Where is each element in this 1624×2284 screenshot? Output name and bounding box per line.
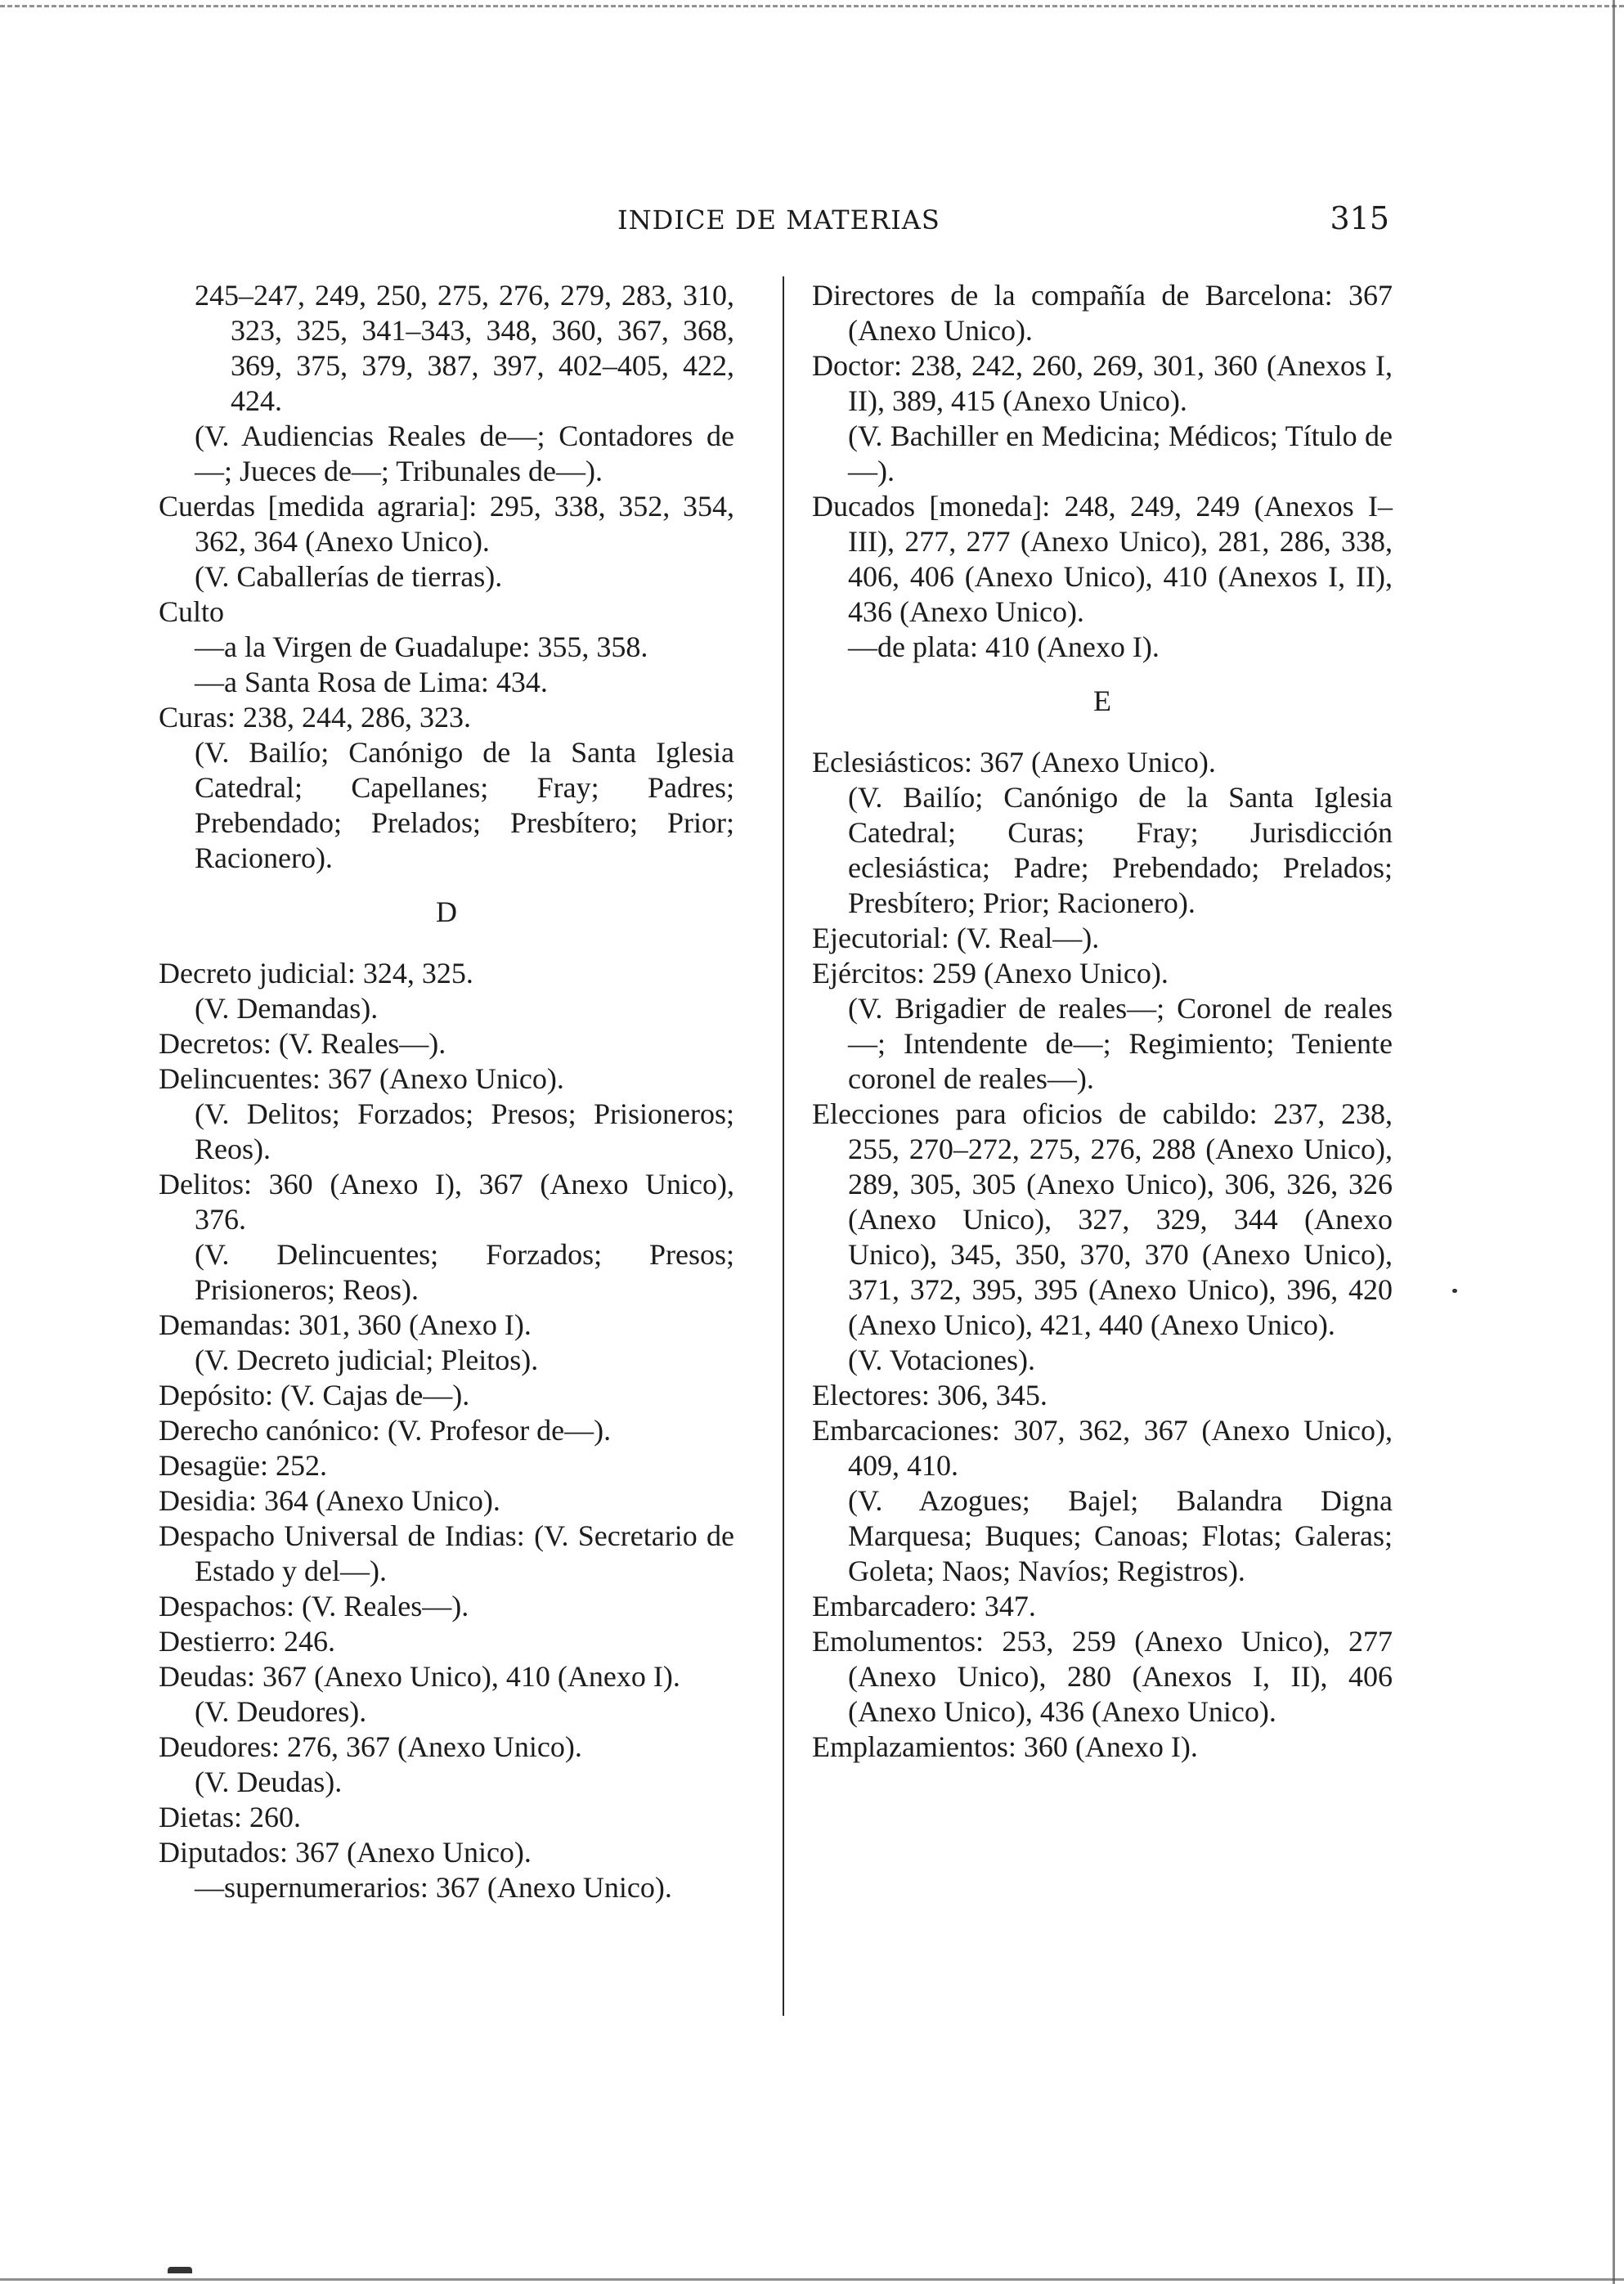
running-header: INDICE DE MATERIAS [617,204,940,236]
index-subentry: (V. Azogues; Bajel; Balandra Digna Marquesa; Buques; Canoas; Flotas; Galeras; Goleta; Naos; Navíos; Registros). [848,1484,1393,1587]
scan-bottom-edge [0,2278,1624,2281]
index-entry: Despachos: (V. Reales—). [159,1590,469,1622]
index-subentry: (V. Audiencias Reales de—; Contadores de—; Jueces de—; Tribunales de—). [195,420,734,487]
index-entry: Derecho canónico: (V. Profesor de—). [159,1414,612,1447]
index-entry: Delincuentes: 367 (Anexo Unico). [159,1062,564,1095]
index-entry: Electores: 306, 345. [812,1379,1048,1411]
index-entry: Embarcadero: 347. [812,1590,1036,1622]
page-number: 315 [1330,200,1389,236]
index-entry: Ejércitos: 259 (Anexo Unico). [812,957,1169,989]
index-entry: Eclesiásticos: 367 (Anexo Unico). [812,746,1216,779]
left-column [159,278,734,1905]
index-entry: Culto [159,595,225,628]
index-entry: Decreto judicial: 324, 325. [159,957,473,989]
scan-right-edge [1613,0,1615,2284]
index-subentry: (V. Delincuentes; Forzados; Presos; Prisioneros; Reos). [195,1238,734,1306]
scan-top-edge [0,5,1624,11]
right-column [812,278,1393,1765]
index-subentry: (V. Votaciones). [848,1344,1035,1376]
index-subentry: (V. Decreto judicial; Pleitos). [195,1344,539,1376]
index-entry: Demandas: 301, 360 (Anexo I). [159,1308,532,1341]
index-entry: Desidia: 364 (Anexo Unico). [159,1484,500,1517]
index-subentry: (V. Bailío; Canónigo de la Santa Iglesia Catedral; Curas; Fray; Jurisdicción eclesiástica; Padre; Prebendado; Prelados; Presbítero; Prior; Racionero). [848,781,1393,919]
index-subentry: (V. Deudas). [195,1766,343,1798]
index-subentry: (V. Bachiller en Medicina; Médicos; Título de—). [848,420,1393,487]
index-entry: Directores de la compañía de Barcelona: 367 (Anexo Unico). [812,279,1393,347]
index-entry: Deudas: 367 (Anexo Unico), 410 (Anexo I). [159,1660,680,1693]
index-entry: Cuerdas [medida agraria]: 295, 338, 352, 354, 362, 364 (Anexo Unico). [159,490,734,558]
index-entry: Deudores: 276, 367 (Anexo Unico). [159,1730,582,1763]
section-letter: E [1093,684,1111,717]
index-subentry: (V. Bailío; Canónigo de la Santa Iglesia Catedral; Capellanes; Fray; Padres; Prebendado; Prelados; Presbítero; Prior; Racionero). [195,736,734,874]
index-entry: Diputados: 367 (Anexo Unico). [159,1836,532,1869]
index-subentry: —supernumerarios: 367 (Anexo Unico). [195,1871,672,1904]
index-subentry: —a Santa Rosa de Lima: 434. [195,666,548,698]
index-entry: Destierro: 246. [159,1625,335,1658]
index-entry: Emplazamientos: 360 (Anexo I). [812,1730,1198,1763]
index-entry: Emolumentos: 253, 259 (Anexo Unico), 277 (Anexo Unico), 280 (Anexos I, II), 406 (Anexo Unico), 436 (Anexo Unico). [812,1625,1393,1728]
index-entry: Embarcaciones: 307, 362, 367 (Anexo Unico), 409, 410. [812,1414,1393,1482]
ink-speck [1452,1289,1457,1293]
index-subentry: (V. Delitos; Forzados; Presos; Prisioneros; Reos). [195,1097,734,1165]
index-subentry: —de plata: 410 (Anexo I). [848,630,1160,663]
index-subentry: (V. Deudores). [195,1695,367,1728]
scan-mark [168,2267,192,2273]
section-letter: D [436,895,457,928]
index-entry: Dietas: 260. [159,1801,301,1833]
index-subentry: (V. Brigadier de reales—; Coronel de reales—; Intendente de—; Regimiento; Teniente coronel de reales—). [848,992,1393,1095]
index-entry: Depósito: (V. Cajas de—). [159,1379,470,1411]
index-entry: Doctor: 238, 242, 260, 269, 301, 360 (Anexos I, II), 389, 415 (Anexo Unico). [812,349,1393,417]
index-entry: Desagüe: 252. [159,1449,327,1482]
index-subentry: (V. Caballerías de tierras). [195,560,503,593]
index-entry: Ejecutorial: (V. Real—). [812,922,1100,954]
index-subentry: 245–247, 249, 250, 275, 276, 279, 283, 310, 323, 325, 341–343, 348, 360, 367, 368, 369, 375, 379, 387, 397, 402–405, 422, 424. [195,279,734,417]
index-subentry: —a la Virgen de Guadalupe: 355, 358. [195,630,648,663]
index-entry: Despacho Universal de Indias: (V. Secretario de Estado y del—). [159,1519,734,1587]
column-divider [783,276,784,2016]
index-entry: Curas: 238, 244, 286, 323. [159,701,471,734]
index-entry: Decretos: (V. Reales—). [159,1027,446,1060]
index-entry: Delitos: 360 (Anexo I), 367 (Anexo Unico), 376. [159,1168,734,1236]
index-subentry: (V. Demandas). [195,992,379,1025]
index-entry: Ducados [moneda]: 248, 249, 249 (Anexos I–III), 277, 277 (Anexo Unico), 281, 286, 338, 406, 406 (Anexo Unico), 410 (Anexos I, II), 436 (Anexo Unico). [812,490,1393,628]
index-entry: Elecciones para oficios de cabildo: 237, 238, 255, 270–272, 275, 276, 288 (Anexo Unico), 289, 305, 305 (Anexo Unico), 306, 326, 326 (Anexo Unico), 327, 329, 344 (Anexo Unico), 345, 350, 370, 370 (Anexo Unico), 371, 372, 395, 395 (Anexo Unico), 396, 420 (Anexo Unico), 421, 440 (Anexo Unico). [812,1097,1393,1341]
